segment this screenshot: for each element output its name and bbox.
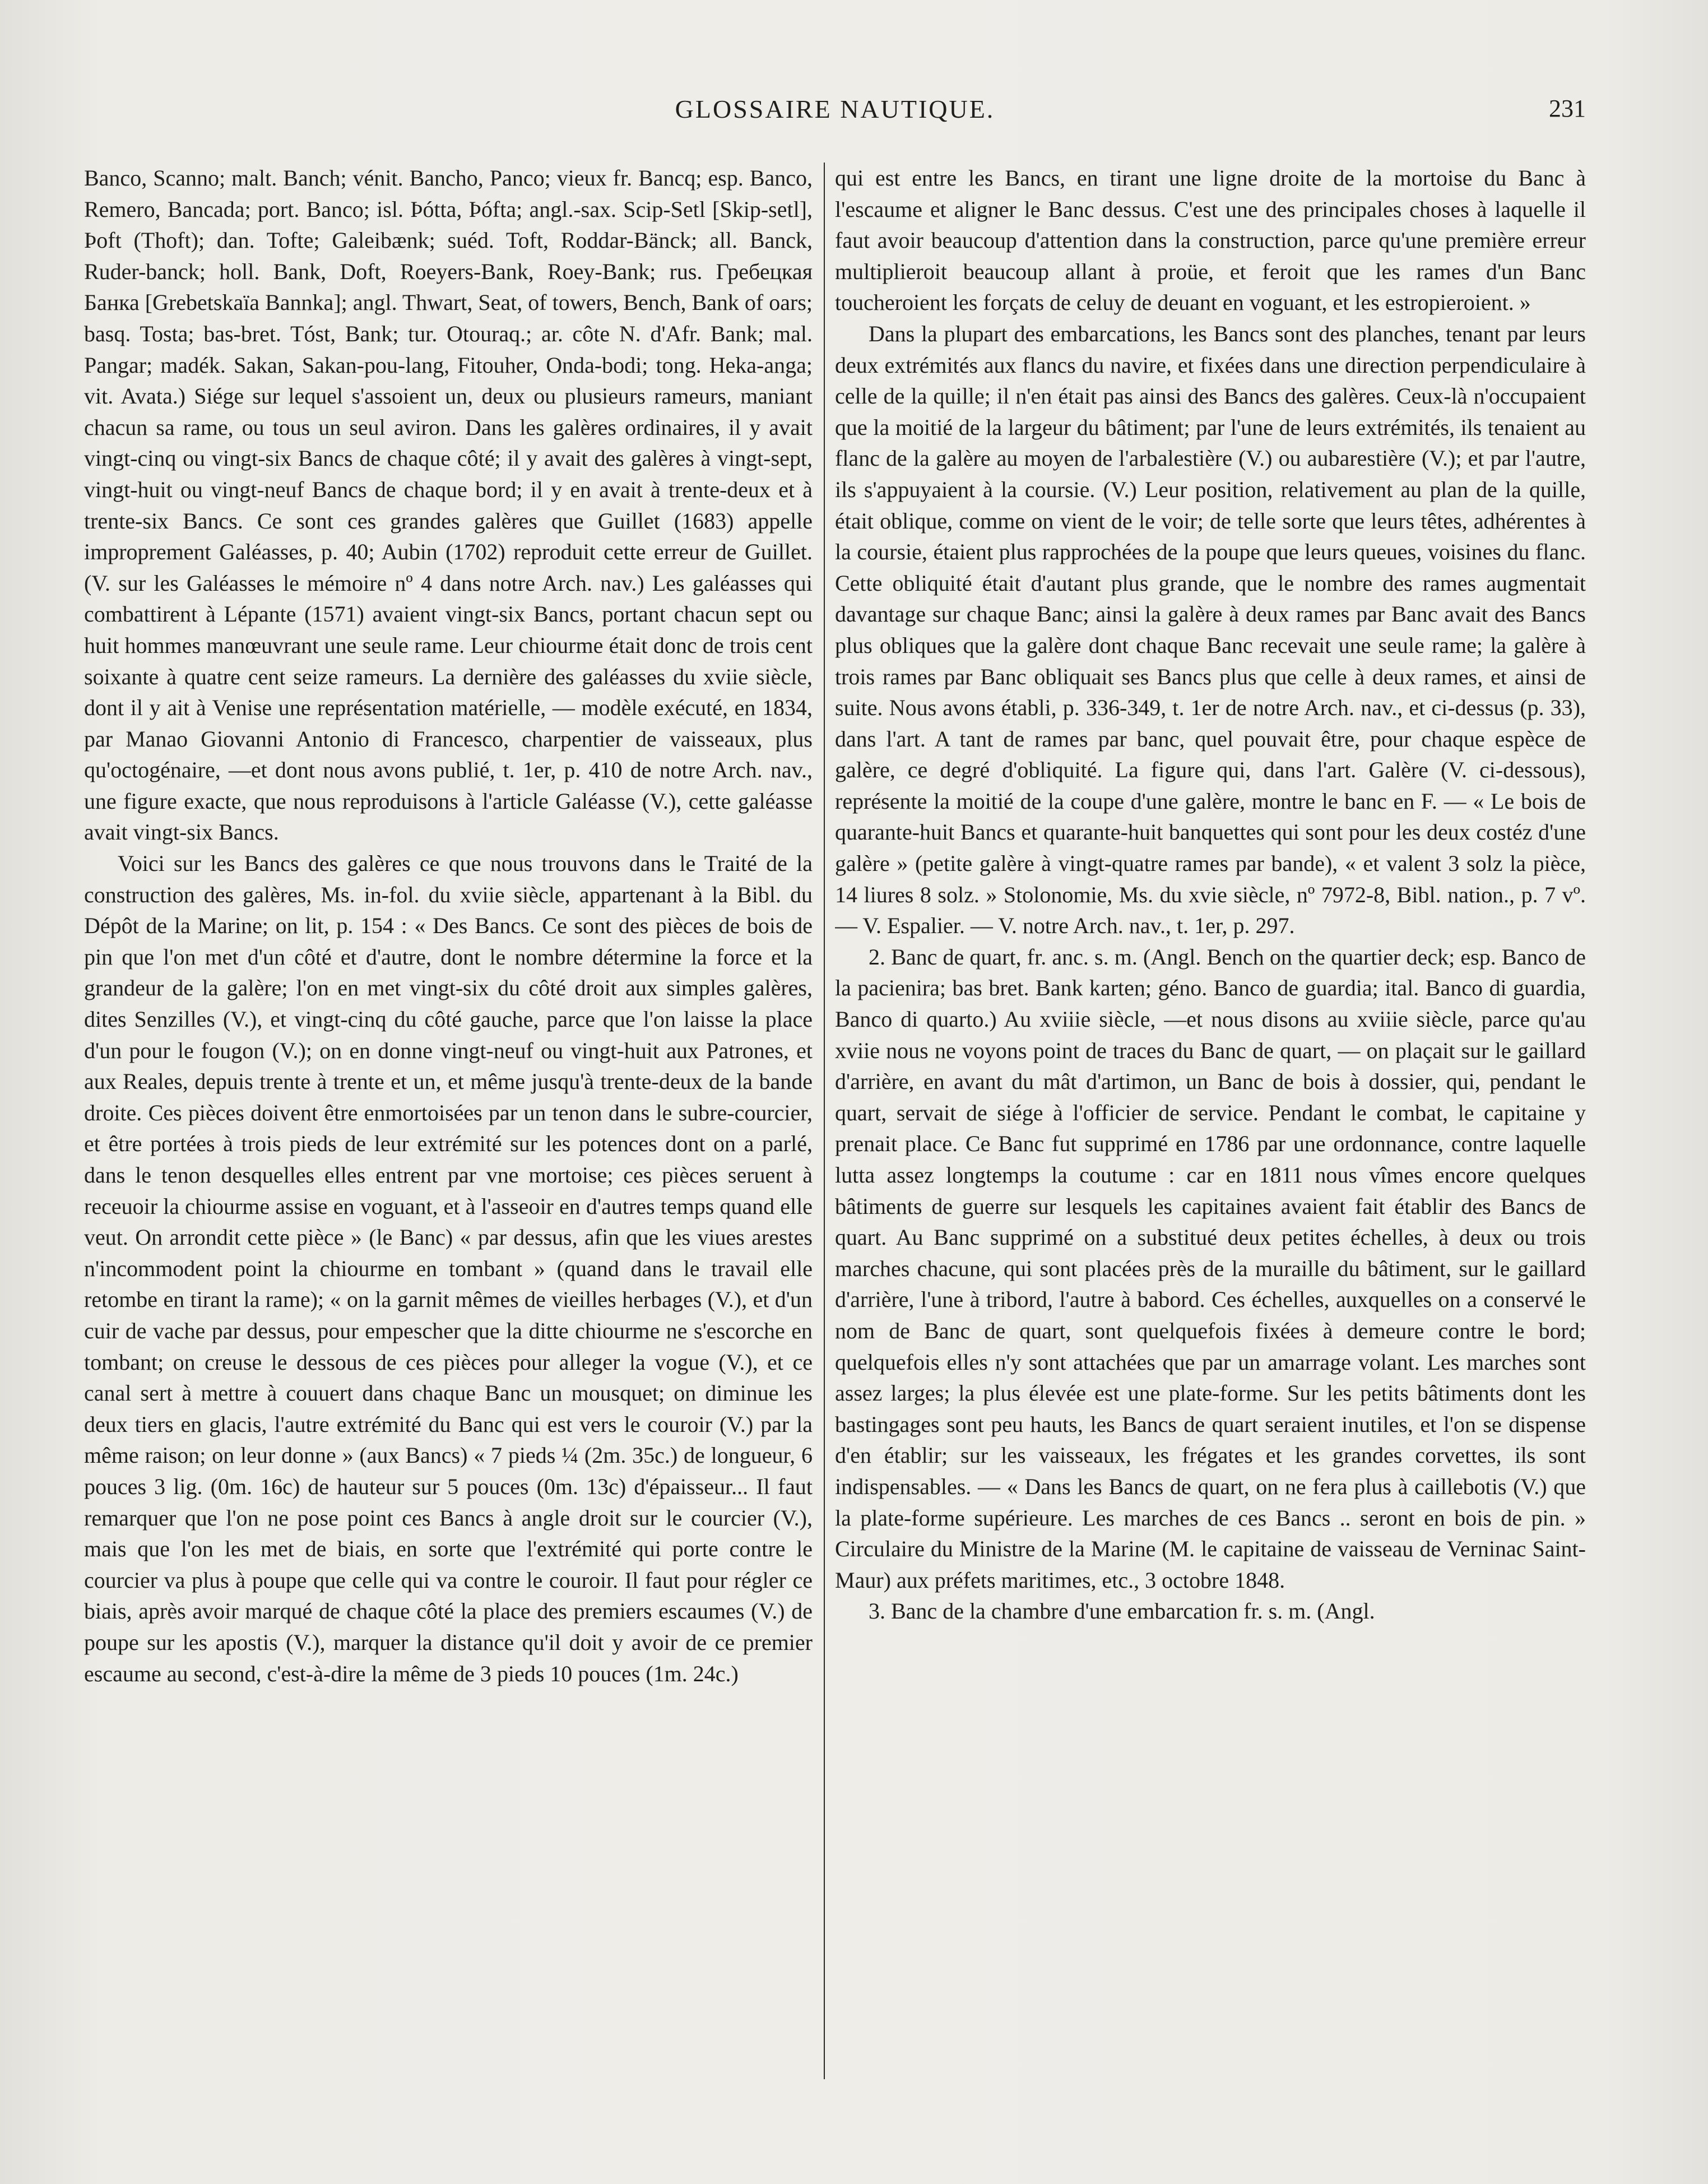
page-header — [84, 94, 1586, 139]
column-divider — [824, 163, 825, 2079]
running-title: GLOSSAIRE NAUTIQUE. — [675, 95, 995, 123]
paragraph: qui est entre les Bancs, en tirant une ligne droite de la mortoise du Banc à l'escaume et aligner le Banc dessus. C'est une des principales choses à laquelle il faut avoir beaucoup d'attention dans la construction, parce qu'une première erreur multiplieroit beaucoup allant à proüe, et feroit que les rames d'un Banc toucheroient les forçats de celuy de deuant en voguant, et les estropieroient. » — [835, 165, 1586, 316]
paragraph: Dans la plupart des embarcations, les Bancs sont des planches, tenant par leurs deux extrémités aux flancs du navire, et fixées dans une direction perpendiculaire à celle de la quille; il n'en était pas ainsi des Bancs des galères. Ceux-là n'occupaient que la moitié de la largeur du bâtiment; par l'une de leurs extrémités, ils tenaient au flanc de la galère au moyen de l'arbalestière (V.) ou aubarestière (V.); et par l'autre, ils s'appuyaient à la coursie. (V.) Leur position, relativement au plan de la quille, était oblique, comme on vient de le voir; de telle sorte que leurs têtes, adhérentes à la coursie, étaient plus rapprochées de la poupe que leurs queues, voisines du flanc. Cette obliquité était d'autant plus grande, que le nombre des rames augmentait davantage sur chaque Banc; ainsi la galère à deux rames par Banc avait des Bancs plus obliques que la galère dont chaque Banc recevait une seule rame; la galère à trois rames par Banc obliquait ses Bancs plus que celle à deux rames, et ainsi de suite. Nous avons établi, p. 336-349, t. 1er de notre Arch. nav., et ci-dessus (p. 33), dans l'art. A tant de rames par banc, quel pouvait être, pour chaque espèce de galère, ce degré d'obliquité. La figure qui, dans l'art. Galère (V. ci-dessous), représente la moitié de la coupe d'une galère, montre le banc en F. — « Le bois de quarante-huit Bancs et quarante-huit banquettes qui sont pour les deux costéz d'une galère » (petite galère à vingt-quatre rames par bande), « et valent 3 solz la pièce, 14 liures 8 solz. » Stolonomie, Ms. du xvie siècle, nº 7972-8, Bibl. nation., p. 7 vº. — V. Espalier. — V. notre Arch. nav., t. 1er, p. 297. — [835, 321, 1586, 939]
left-column — [84, 163, 813, 2090]
right-column — [835, 163, 1586, 2090]
paragraph: Voici sur les Bancs des galères ce que nous trouvons dans le Traité de la construction des galères, Ms. in-fol. du xviie siècle, appartenant à la Bibl. du Dépôt de la Marine; on lit, p. 154 : « Des Bancs. Ce sont des pièces de bois de pin que l'on met d'un côté et d'autre, dont le nombre détermine la force et la grandeur de la galère; l'on en met vingt-six du côté droit aux simples galères, dites Senzilles (V.), et vingt-cinq du côté gauche, parce que l'on laisse la place d'un pour le fougon (V.); on en donne vingt-neuf ou vingt-huit aux Patrones, et aux Reales, depuis trente à trente et un, et même jusqu'à trente-deux de la bande droite. Ces pièces doivent être enmortoisées par un tenon dans le subre-courcier, et être portées à trois pieds de leur extrémité sur les potences dont on a parlé, dans le tenon desquelles elles entrent par vne mortoise; ces pièces seruent à receuoir la chiourme assise en voguant, et à l'asseoir en d'autres temps quand elle veut. On arrondit cette pièce » (le Banc) « par dessus, afin que les viues arestes n'incommodent point la chiourme en tombant » (quand dans le travail elle retombe en tirant la rame); « on la garnit mêmes de vieilles herbages (V.), et d'un cuir de vache par dessus, pour empescher que la ditte chiourme ne s'escorche en tombant; on creuse le dessous de ces pièces pour alleger la vogue (V.), et ce canal sert à mettre à couuert dans chaque Banc un mousquet; on diminue les deux tiers en glacis, l'autre extrémité du Banc qui est vers le couroir (V.) par la même raison; on leur donne » (aux Bancs) « 7 pieds ¼ (2m. 35c.) de longueur, 6 pouces 3 lig. (0m. 16c) de hauteur sur 5 pouces (0m. 13c) d'épaisseur... Il faut remarquer que l'on ne pose point ces Bancs à angle droit sur le courcier (V.), mais que l'on les met de biais, en sorte que l'extrémité qui porte contre le courcier va plus à poupe que celle qui va contre le couroir. Il faut pour régler ce biais, après avoir marqué de chaque côté la place des premiers escaumes (V.) de poupe sur les apostis (V.), marquer la distance qu'il doit y avoir de ce premier escaume au second, c'est-à-dire la même de 3 pieds 10 pouces (1m. 24c.) — [84, 851, 813, 1686]
page-number: 231 — [1549, 95, 1586, 122]
paragraph: 3. Banc de la chambre d'une embarcation fr. s. m. (Angl. — [869, 1598, 1375, 1624]
paragraph: 2. Banc de quart, fr. anc. s. m. (Angl. Bench on the quartier deck; esp. Banco de la pacienira; bas bret. Bank karten; géno. Banco de guardia; ital. Banco di guardia, Banco di quarto.) Au xviiie siècle, —et nous disons au xviiie siècle, parce qu'au xviie nous ne voyons point de traces du Banc de quart, — on plaçait sur le gaillard d'arrière, en avant du mât d'artimon, un Banc de bois à dossier, qui, pendant le quart, servait de siége à l'officier de service. Pendant le combat, le capitaine y prenait place. Ce Banc fut supprimé en 1786 par une ordonnance, contre laquelle lutta assez longtemps la coutume : car en 1811 nous vîmes encore quelques bâtiments de guerre sur lesquels les capitaines avaient fait établir des Bancs de quart. Au Banc supprimé on a substitué deux petites échelles, à deux ou trois marches chacune, qui sont placées près de la muraille du bâtiment, sur le gaillard d'arrière, l'une à tribord, l'autre à babord. Ces échelles, auxquelles on a conservé le nom de Banc de quart, sont quelquefois fixées à demeure contre le bord; quelquefois elles n'y sont attachées que par un amarrage volant. Les marches sont assez larges; la plus élevée est une plate-forme. Sur les petits bâtiments dont les bastingages sont peu hauts, les Bancs de quart seraient inutiles, et l'on se dispense d'en établir; sur les vaisseaux, les frégates et les grandes corvettes, ils sont indispensables. — « Dans les Bancs de quart, on ne fera plus à caillebotis (V.) que la plate-forme supérieure. Les marches de ces Bancs .. seront en bois de pin. » Circulaire du Ministre de la Marine (M. le capitaine de vaisseau de Verninac Saint-Maur) aux préfets maritimes, etc., 3 octobre 1848. — [835, 944, 1586, 1593]
paragraph: Banco, Scanno; malt. Banch; vénit. Bancho, Panco; vieux fr. Bancq; esp. Banco, Remero, Bancada; port. Banco; isl. Þótta, Þófta; angl.-sax. Scip-Setl [Skip-setl], Þoft (Thoft); dan. Tofte; Galeibænk; suéd. Toft, Roddar-Bänck; all. Banck, Ruder-banck; holl. Bank, Doft, Roeyers-Bank, Roey-Bank; rus. Гребецкая Банка [Grebetskaïa Bannka]; angl. Thwart, Seat, of towers, Bench, Bank of oars; basq. Tosta; bas-bret. Tóst, Bank; tur. Otouraq.; ar. côte N. d'Afr. Bank; mal. Pangar; madék. Sakan, Sakan-pou-lang, Fitouher, Onda-bodi; tong. Heka-anga; vit. Avata.) Siége sur lequel s'assoient un, deux ou plusieurs rameurs, maniant chacun sa rame, ou tous un seul aviron. Dans les galères ordinaires, il y avait vingt-cinq ou vingt-six Bancs de chaque côté; il y avait des galères à vingt-sept, vingt-huit ou vingt-neuf Bancs de chaque bord; il y en avait à trente-deux et à trente-six Bancs. Ce sont ces grandes galères que Guillet (1683) appelle improprement Galéasses, p. 40; Aubin (1702) reproduit cette erreur de Guillet. (V. sur les Galéasses le mémoire nº 4 dans notre Arch. nav.) Les galéasses qui combattirent à Lépante (1571) avaient vingt-six Bancs, portant chacun sept ou huit hommes manœuvrant une seule rame. Leur chiourme était donc de trois cent soixante à quatre cent seize rameurs. La dernière des galéasses du xviie siècle, dont il y ait à Venise une représentation matérielle, — modèle exécuté, en 1834, par Manao Giovanni Antonio di Francesco, charpentier de vaisseaux, plus qu'octogénaire, —et dont nous avons publié, t. 1er, p. 410 de notre Arch. nav., une figure exacte, que nous reproduisons à l'article Galéasse (V.), cette galéasse avait vingt-six Bancs. — [84, 165, 813, 845]
